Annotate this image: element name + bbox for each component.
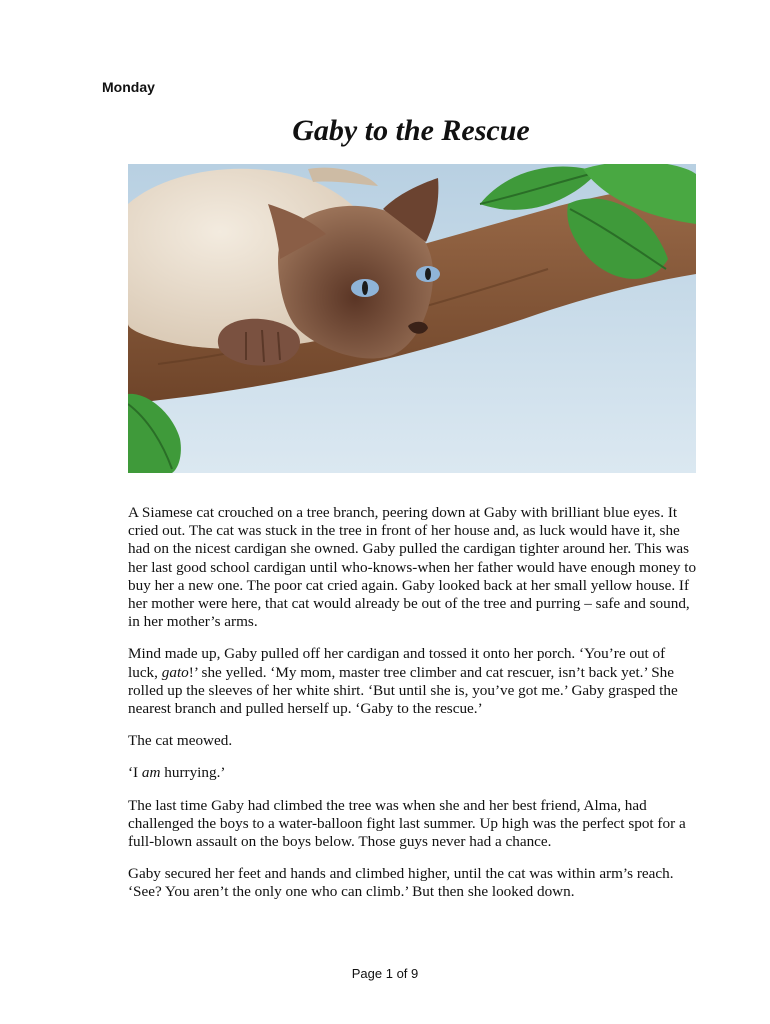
paragraph-text: Mind made up, Gaby pulled off her cardigan and tossed it onto her porch. ‘You’re out of luck, xyxy=(128,645,666,681)
italic-text: am xyxy=(141,764,161,782)
siamese-cat-illustration xyxy=(128,164,696,473)
page-number: Page 1 of 9 xyxy=(351,966,419,981)
story-paragraph xyxy=(128,645,698,718)
story-title: Gaby to the Rescue xyxy=(292,114,530,147)
paragraph-text: ‘I xyxy=(128,764,142,782)
paragraph-text: The cat meowed. xyxy=(128,732,233,750)
story-paragraph xyxy=(128,865,698,901)
day-heading: Monday xyxy=(102,79,155,95)
paragraph-text: The last time Gaby had climbed the tree was when she and her best friend, Alma, had challenged the boys to a water-balloon fight last summer. Up high was the perfect spot for a full-blown assault on the boys below. Those guys never had a chance. xyxy=(128,796,686,851)
paragraph-text: A Siamese cat crouched on a tree branch, peering down at Gaby with brilliant blue eyes. It cried out. The cat was stuck in the tree in front of her house and, as luck would have it, she had on the nicest cardigan she owned. Gaby pulled the cardigan tighter around her. This was her last good school cardigan until who-knows-when her father would have enough money to buy her a new one. The poor cat cried again. Gaby looked back at her small yellow house. If her mother were here, that cat would already be out of the tree and purring – safe and sound, in her mother’s arms. xyxy=(128,504,697,631)
story-paragraph xyxy=(128,797,698,852)
paragraph-text: !’ she yelled. ‘My mom, master tree climber and cat rescuer, isn’t back yet.’ She rolled up the sleeves of her white shirt. ‘But until she is, you’ve got me.’ Gaby grasped the nearest branch and pulled herself up. ‘Gaby to the rescue.’ xyxy=(128,663,678,718)
story-paragraph xyxy=(128,732,698,750)
story-paragraph xyxy=(128,764,698,782)
story-text xyxy=(128,504,698,916)
story-paragraph xyxy=(128,504,698,631)
italic-text: gato xyxy=(161,663,189,681)
paragraph-text: hurrying.’ xyxy=(160,764,226,782)
paragraph-text: Gaby secured her feet and hands and climbed higher, until the cat was within arm’s reach. ‘See? You aren’t the only one who can climb.’ But then she looked down. xyxy=(128,865,674,901)
